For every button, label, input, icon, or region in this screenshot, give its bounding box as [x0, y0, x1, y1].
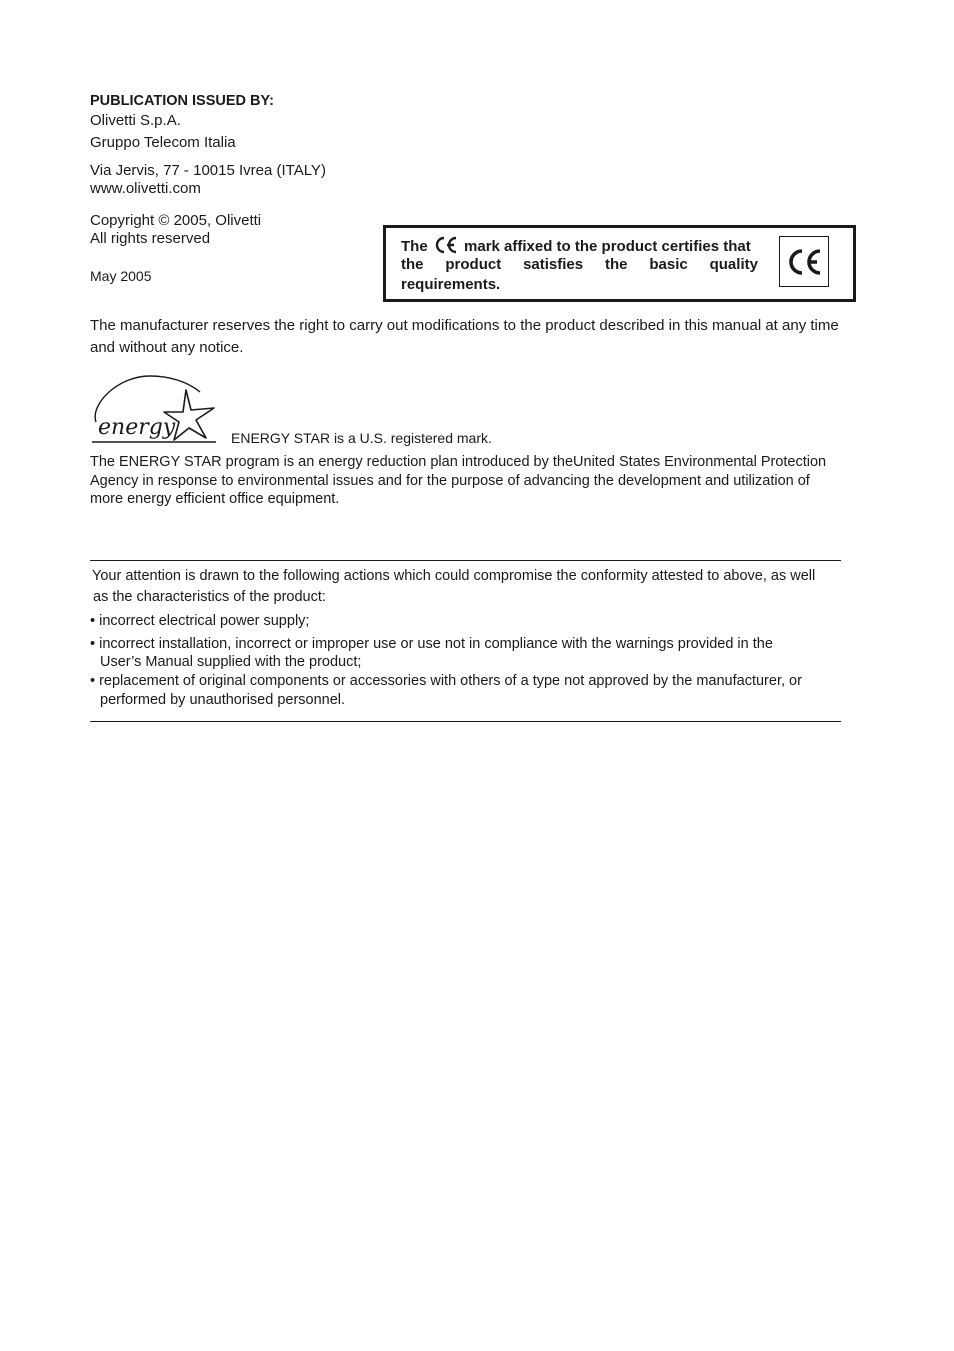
- ce-notice-box: [383, 225, 856, 302]
- ce-notice-line-2: [401, 255, 758, 274]
- copyright-line: Copyright © 2005, Olivetti: [90, 212, 262, 229]
- ce-word: the: [401, 256, 424, 273]
- rights-line: All rights reserved: [90, 230, 211, 247]
- ce-notice-rest: mark affixed to the product certifies that: [464, 238, 751, 255]
- conformity-bullet-2: • incorrect installation, incorrect or improper use or use not in compliance with the warnings provided in the: [90, 636, 773, 652]
- company-group: Gruppo Telecom Italia: [90, 134, 236, 151]
- ce-word: basic: [649, 256, 688, 273]
- company-name: Olivetti S.p.A.: [90, 112, 181, 129]
- ce-word: the: [605, 256, 628, 273]
- manufacturer-notice-line-2: and without any notice.: [90, 339, 244, 356]
- conformity-intro-line-1: Your attention is drawn to the following actions which could compromise the conformity attested to above, as well: [92, 568, 816, 584]
- conformity-bullet-3: • replacement of original components or accessories with others of a type not approved by the manufacturer, or: [90, 673, 802, 689]
- energy-desc-line-2: Agency in response to environmental issues and for the purpose of advancing the development and utilization of: [90, 473, 810, 489]
- ce-word: quality: [709, 256, 758, 273]
- energy-desc-line-3: more energy efficient office equipment.: [90, 491, 340, 507]
- ce-notice-line-3: requirements.: [401, 276, 501, 293]
- manufacturer-notice-line-1: The manufacturer reserves the right to carry out modifications to the product described in this manual at any time: [90, 317, 839, 334]
- publication-date: May 2005: [90, 268, 152, 284]
- ce-word: satisfies: [523, 256, 584, 273]
- conformity-bullet-2-cont: User’s Manual supplied with the product;: [100, 654, 362, 670]
- energy-star-logo: [88, 372, 222, 446]
- company-address: Via Jervis, 77 - 10015 Ivrea (ITALY): [90, 162, 326, 179]
- conformity-bullet-1: • incorrect electrical power supply;: [90, 613, 310, 629]
- publication-heading: PUBLICATION ISSUED BY:: [90, 93, 274, 109]
- ce-mark-icon: [780, 237, 828, 286]
- company-website: www.olivetti.com: [90, 180, 201, 197]
- energy-logo-word: energy: [98, 415, 176, 440]
- conformity-bottom-divider: [90, 721, 841, 722]
- ce-logo-frame: [779, 236, 829, 287]
- conformity-top-divider: [90, 560, 841, 561]
- energy-desc-line-1: The ENERGY STAR program is an energy reduction plan introduced by theUnited States Environmental Protection: [90, 454, 827, 470]
- conformity-bullet-3-cont: performed by unauthorised personnel.: [100, 692, 346, 708]
- energy-star-mark-text: ENERGY STAR is a U.S. registered mark.: [231, 430, 492, 446]
- ce-notice-the: The: [401, 238, 428, 255]
- ce-notice-line-1: [401, 236, 751, 256]
- conformity-intro-line-2: as the characteristics of the product:: [93, 589, 326, 605]
- ce-word: product: [445, 256, 502, 273]
- ce-mark-inline-icon: [434, 236, 459, 254]
